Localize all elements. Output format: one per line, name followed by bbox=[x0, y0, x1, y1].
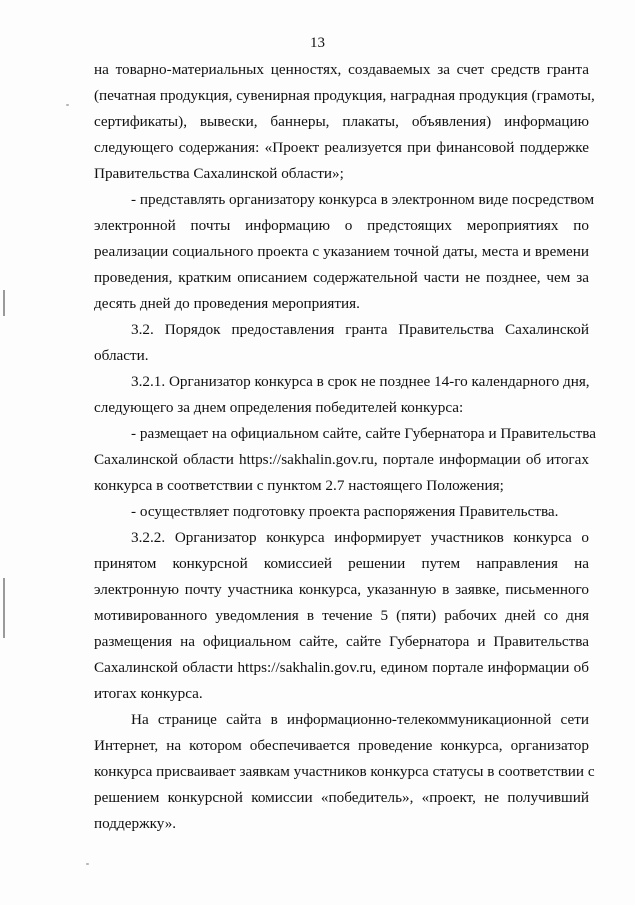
text-line: поддержку». bbox=[94, 815, 177, 832]
scan-edge-mark bbox=[3, 290, 5, 316]
text-line: (печатная продукция, сувенирная продукция, наградная продукция (грамоты, bbox=[94, 87, 595, 104]
text-line: мотивированного уведомления в течение 5 (пяти) рабочих дней со дня bbox=[94, 607, 589, 624]
text-line: десять дней до проведения мероприятия. bbox=[94, 295, 360, 312]
text-line: размещения на официальном сайте, сайте Губернатора и Правительства bbox=[94, 633, 589, 650]
text-line: проведения, кратким описанием содержательной части не позднее, чем за bbox=[94, 269, 589, 286]
text-line: 3.2.2. Организатор конкурса информирует участников конкурса о bbox=[131, 529, 589, 546]
text-line: реализации социального проекта с указанием точной даты, места и времени bbox=[94, 243, 589, 260]
text-line: сертификаты), вывески, баннеры, плакаты, объявления) информацию bbox=[94, 113, 589, 130]
scan-speck bbox=[66, 104, 69, 106]
scan-edge-mark bbox=[3, 578, 5, 638]
scan-speck bbox=[86, 863, 89, 865]
section-heading-line: 3.2. Порядок предоставления гранта Правительства Сахалинской bbox=[131, 321, 589, 338]
text-line: на товарно-материальных ценностях, создаваемых за счет средств гранта bbox=[94, 61, 589, 78]
text-line: следующего за днем определения победителей конкурса: bbox=[94, 399, 464, 416]
text-line: электронную почту участника конкурса, указанную в заявке, письменного bbox=[94, 581, 589, 598]
text-line: - представлять организатору конкурса в электронном виде посредством bbox=[131, 191, 595, 208]
text-line: конкурса присваивает заявкам участников конкурса статусы в соответствии с bbox=[94, 763, 595, 780]
text-line: Интернет, на котором обеспечивается проведение конкурса, организатор bbox=[94, 737, 589, 754]
text-line: 3.2.1. Организатор конкурса в срок не позднее 14-го календарного дня, bbox=[131, 373, 590, 390]
text-line: - осуществляет подготовку проекта распоряжения Правительства. bbox=[131, 503, 559, 520]
text-line: итогах конкурса. bbox=[94, 685, 203, 702]
text-line: области. bbox=[94, 347, 149, 364]
text-line: На странице сайта в информационно-телекоммуникационной сети bbox=[131, 711, 589, 728]
text-line: Правительства Сахалинской области»; bbox=[94, 165, 344, 182]
text-line: следующего содержания: «Проект реализуется при финансовой поддержке bbox=[94, 139, 589, 156]
text-line: Сахалинской области https://sakhalin.gov.ru, портале информации об итогах bbox=[94, 451, 589, 468]
text-line: - размещает на официальном сайте, сайте Губернатора и Правительства bbox=[131, 425, 596, 442]
text-line: конкурса в соответствии с пунктом 2.7 настоящего Положения; bbox=[94, 477, 504, 494]
text-line: решением конкурсной комиссии «победитель», «проект, не получивший bbox=[94, 789, 589, 806]
text-line: принятом конкурсной комиссией решении путем направления на bbox=[94, 555, 589, 572]
text-line: электронной почты информацию о предстоящих мероприятиях по bbox=[94, 217, 589, 234]
text-line: Сахалинской области https://sakhalin.gov.ru, едином портале информации об bbox=[94, 659, 589, 676]
page-number: 13 bbox=[310, 35, 325, 51]
